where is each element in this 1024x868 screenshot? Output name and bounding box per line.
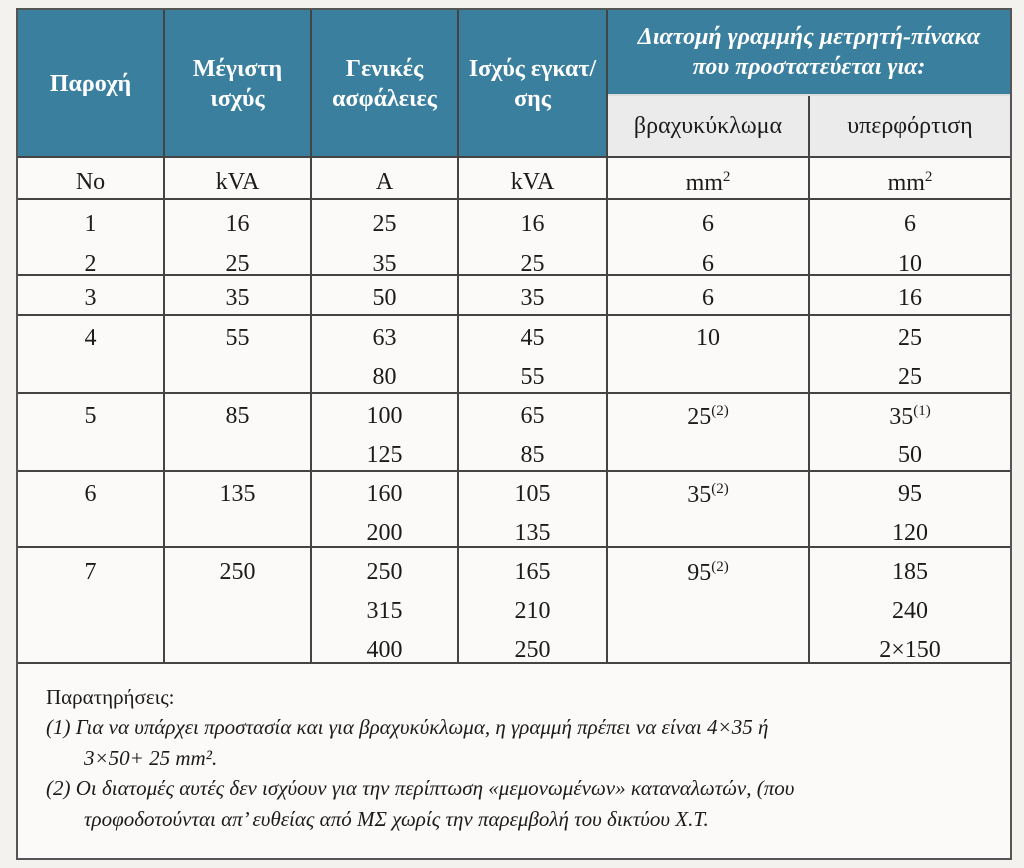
table-cell-max <box>165 482 310 506</box>
cell-value: 95 <box>687 560 712 586</box>
notes-title: Παρατηρήσεις: <box>46 685 175 709</box>
cell-value: 7 <box>84 559 97 585</box>
subheader-overload: υπερφόρτιση <box>810 96 1010 156</box>
cell-value: 50 <box>898 442 922 468</box>
row-divider <box>18 470 1010 472</box>
row-divider <box>18 314 1010 316</box>
cell-value: 240 <box>892 598 928 624</box>
cell-value: 315 <box>366 598 403 624</box>
unit-mm-text: mm <box>887 170 925 196</box>
cell-value: 25 <box>225 251 250 277</box>
unit-mm2-sc <box>608 170 808 195</box>
unit-exponent: 2 <box>722 169 731 185</box>
cell-value: 35 <box>520 285 545 311</box>
table-cell-inst <box>459 365 606 389</box>
table-cell-fuse <box>312 482 457 506</box>
cell-value: 5 <box>84 403 97 429</box>
header-paroxi: Παροχή <box>18 10 163 158</box>
footnote-ref: (2) <box>711 481 729 497</box>
table-cell-fuse <box>312 404 457 428</box>
table-cell-inst <box>459 252 606 276</box>
cell-value: 16 <box>898 285 922 311</box>
table-cell-sc <box>608 482 808 507</box>
table-cell-no <box>18 212 163 236</box>
cell-value: 6 <box>702 285 714 311</box>
cell-value: 50 <box>372 285 397 311</box>
table-cell-fuse <box>312 443 457 467</box>
table-cell-sc <box>608 326 808 350</box>
table-cell-no <box>18 404 163 428</box>
table-cell-inst <box>459 482 606 506</box>
table-cell-inst <box>459 521 606 545</box>
table-cell-inst <box>459 404 606 428</box>
cell-value: 250 <box>514 637 551 663</box>
cell-value: 400 <box>366 637 403 663</box>
table-cell-no <box>18 560 163 584</box>
table-cell-ov <box>810 404 1010 429</box>
table-cell-max <box>165 252 310 276</box>
cell-value: 160 <box>366 481 403 507</box>
note-2-line-2: τροφοδοτούνται απ’ ευθείας από ΜΣ χωρίς την παρεμβολή του δικτύου Χ.Τ. <box>84 806 709 831</box>
table-cell-max <box>165 560 310 584</box>
cell-value: 210 <box>514 598 551 624</box>
cell-value: 35 <box>687 482 712 508</box>
cell-value: 250 <box>366 559 403 585</box>
table-cell-inst <box>459 212 606 236</box>
table-cell-max <box>165 212 310 236</box>
cell-value: 80 <box>372 364 397 390</box>
cell-value: 135 <box>219 481 256 507</box>
table-cell-ov <box>810 599 1010 623</box>
cell-value: 165 <box>514 559 551 585</box>
table-cell-ov <box>810 252 1010 276</box>
table-cell-sc <box>608 286 808 310</box>
table-cell-fuse <box>312 326 457 350</box>
cell-value: 16 <box>225 211 250 237</box>
cell-value: 63 <box>372 325 397 351</box>
table-cell-ov <box>810 212 1010 236</box>
cell-value: 6 <box>702 251 714 277</box>
cell-value: 55 <box>520 364 545 390</box>
unit-exponent: 2 <box>924 169 933 185</box>
cell-value: 35 <box>889 404 914 430</box>
row-divider <box>18 546 1010 548</box>
table-cell-sc <box>608 404 808 429</box>
table-cell-no <box>18 286 163 310</box>
table-cell-fuse <box>312 599 457 623</box>
cell-value: 65 <box>520 403 545 429</box>
cell-value: 200 <box>366 520 403 546</box>
table-cell-ov <box>810 638 1010 662</box>
table-cell-ov <box>810 286 1010 310</box>
table-cell-fuse <box>312 521 457 545</box>
footnote-ref: (2) <box>711 559 729 575</box>
table-cell-inst <box>459 326 606 350</box>
cell-value: 185 <box>892 559 928 585</box>
row-divider <box>18 392 1010 394</box>
table-frame <box>16 8 1012 860</box>
table-cell-max <box>165 326 310 350</box>
header-installed-power: Ισχύς εγκατ/σης <box>459 10 606 158</box>
unit-mm2-ov <box>810 170 1010 195</box>
subheader-short-circuit: βραχυκύκλωμα <box>608 96 808 156</box>
cell-value: 25 <box>372 211 397 237</box>
table-cell-sc <box>608 560 808 585</box>
cell-value: 25 <box>898 364 922 390</box>
cell-value: 135 <box>514 520 551 546</box>
table-cell-fuse <box>312 638 457 662</box>
unit-mm-text: mm <box>685 170 723 196</box>
table-cell-no <box>18 482 163 506</box>
cell-value: 45 <box>520 325 545 351</box>
cell-value: 10 <box>696 325 720 351</box>
header-max-power: Μέγιστη ισχύς <box>165 10 310 158</box>
cell-value: 85 <box>520 442 545 468</box>
table-cell-max <box>165 404 310 428</box>
cell-value: 1 <box>84 211 97 237</box>
unit-amp: A <box>375 169 394 195</box>
cell-value: 35 <box>225 285 250 311</box>
cell-value: 55 <box>225 325 250 351</box>
cell-value: 100 <box>366 403 403 429</box>
table-cell-ov <box>810 482 1010 506</box>
table-cell-ov <box>810 443 1010 467</box>
cell-value: 120 <box>892 520 928 546</box>
cell-value: 25 <box>687 404 712 430</box>
table-cell-ov <box>810 521 1010 545</box>
table-cell-inst <box>459 560 606 584</box>
note-1-line-1: (1) Για να υπάρχει προστασία και για βραχυκύκλωμα, η γραμμή πρέπει να είναι 4×35 ή <box>46 715 769 740</box>
table-cell-inst <box>459 599 606 623</box>
cell-value: 2 <box>84 251 97 277</box>
footnote-ref: (2) <box>711 403 729 419</box>
cell-value: 105 <box>514 481 551 507</box>
table-cell-fuse <box>312 560 457 584</box>
table-cell-inst <box>459 286 606 310</box>
cell-value: 16 <box>520 211 545 237</box>
cell-value: 125 <box>366 442 403 468</box>
table-cell-fuse <box>312 286 457 310</box>
table-cell-fuse <box>312 252 457 276</box>
table-cell-fuse <box>312 365 457 389</box>
table-cell-ov <box>810 365 1010 389</box>
cell-value: 6 <box>84 481 97 507</box>
table-cell-inst <box>459 443 606 467</box>
notes-section <box>46 682 996 834</box>
cell-value: 35 <box>372 251 397 277</box>
table-cell-ov <box>810 560 1010 584</box>
unit-kva-inst: kVA <box>510 169 555 195</box>
table-cell-inst <box>459 638 606 662</box>
header-fuses: Γενικές ασφάλειες <box>312 10 457 158</box>
cell-value: 6 <box>702 211 714 237</box>
cell-value: 4 <box>84 325 97 351</box>
cell-value: 85 <box>225 403 250 429</box>
note-2-line-1: (2) Οι διατομές αυτές δεν ισχύουν για την περίπτωση «μεμονωμένων» καταναλωτών, (που <box>46 776 795 801</box>
table-cell-no <box>18 326 163 350</box>
table-cell-sc <box>608 252 808 276</box>
row-divider <box>18 198 1010 200</box>
table-cell-ov <box>810 326 1010 350</box>
unit-no: No <box>75 169 106 195</box>
table-cell-no <box>18 252 163 276</box>
table-cell-max <box>165 286 310 310</box>
cell-value: 6 <box>904 211 916 237</box>
cell-value: 10 <box>898 251 922 277</box>
cell-value: 2×150 <box>879 637 941 663</box>
cell-value: 250 <box>219 559 256 585</box>
cell-value: 25 <box>898 325 922 351</box>
note-1-line-2: 3×50+ 25 mm². <box>84 745 218 770</box>
cell-value: 3 <box>84 285 97 311</box>
unit-kva-max: kVA <box>215 169 260 195</box>
table-cell-sc <box>608 212 808 236</box>
table-cell-fuse <box>312 212 457 236</box>
cell-value: 25 <box>520 251 545 277</box>
row-divider <box>18 156 1010 158</box>
footnote-ref: (1) <box>913 403 931 419</box>
row-divider <box>608 94 1010 96</box>
cell-value: 95 <box>898 481 922 507</box>
header-cross-section-group: Διατομή γραμμής μετρητή-πίνακα που προστατεύεται για: <box>608 10 1010 94</box>
